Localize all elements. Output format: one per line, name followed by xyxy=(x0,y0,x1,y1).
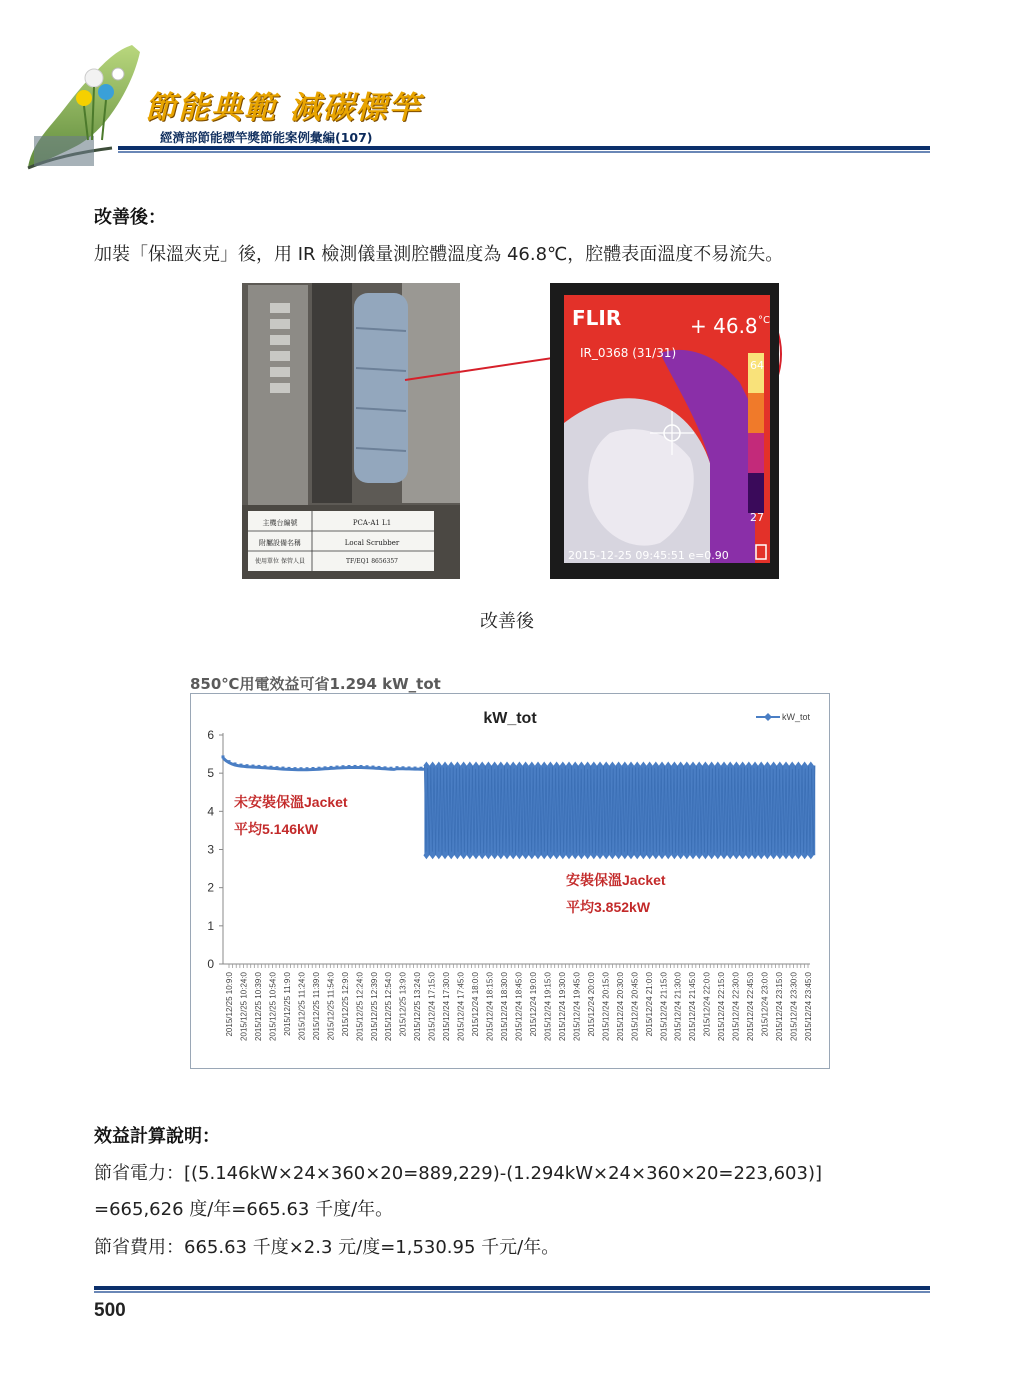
series-before-marker xyxy=(402,766,405,769)
series-before-marker xyxy=(270,766,273,769)
x-tick-label: 2015/12/24 22:30:0 xyxy=(731,972,741,1041)
x-tick-label: 2015/12/25 13:9:0 xyxy=(398,972,408,1037)
series-before-marker xyxy=(222,755,225,758)
y-tick-label: 1 xyxy=(207,918,214,933)
series-before-marker xyxy=(420,767,423,770)
y-tick-label: 5 xyxy=(207,766,214,781)
series-before-marker xyxy=(276,766,279,769)
benefit-heading: 效益計算說明： xyxy=(94,1126,220,1147)
series-before-marker xyxy=(372,766,375,769)
series-before-marker xyxy=(396,766,399,769)
x-tick-label: 2015/12/25 12:24:0 xyxy=(355,972,365,1041)
annotation-after-line2: 平均3.852kW xyxy=(566,899,651,915)
x-tick-label: 2015/12/25 13:24:0 xyxy=(413,972,423,1041)
x-tick-label: 2015/12/25 12:9:0 xyxy=(340,972,350,1037)
label-row-0-val: PCA-A1 L1 xyxy=(352,519,392,527)
page-number: 500 xyxy=(94,1300,126,1321)
after-heading: 改善後： xyxy=(94,207,166,228)
x-tick-label: 2015/12/24 22:15:0 xyxy=(717,972,727,1041)
chart-title: kW_tot xyxy=(483,710,537,727)
legend-label: kW_tot xyxy=(782,712,811,722)
x-tick-label: 2015/12/24 20:45:0 xyxy=(630,972,640,1041)
ir-thermal-photo xyxy=(550,283,779,579)
benefit-line1: 節省電力：[(5.146kW×24×360×20=889,229)-(1.294kW×24×360×20=223,603)] xyxy=(94,1163,822,1184)
x-tick-label: 2015/12/24 23:15:0 xyxy=(775,972,785,1041)
x-tick-label: 2015/12/24 22:45:0 xyxy=(746,972,756,1041)
ir-unit: °C xyxy=(758,315,770,326)
x-tick-label: 2015/12/24 23:30:0 xyxy=(789,972,799,1041)
annotation-after-line1: 安裝保溫Jacket xyxy=(566,872,666,888)
x-tick-label: 2015/12/24 23:45:0 xyxy=(804,972,813,1041)
y-tick-label: 6 xyxy=(207,728,214,742)
series-before-marker xyxy=(366,765,369,768)
x-tick-label: 2015/12/24 23:0:0 xyxy=(760,972,770,1037)
x-tick-label: 2015/12/25 12:39:0 xyxy=(369,972,379,1041)
y-tick-label: 3 xyxy=(207,842,214,857)
header-title: 節能典範 減碳標竿 xyxy=(145,90,422,126)
series-before-marker xyxy=(252,765,255,768)
series-before-marker xyxy=(300,767,303,770)
annotation-before-line2: 平均5.146kW xyxy=(234,821,319,837)
footer-rule-thin xyxy=(94,1291,930,1293)
y-tick-label: 2 xyxy=(207,880,214,895)
label-row-1-val: Local Scrubber xyxy=(344,539,400,547)
series-before-marker xyxy=(354,765,357,768)
x-tick-label: 2015/12/24 18:30:0 xyxy=(500,972,510,1041)
x-tick-label: 2015/12/25 11:54:0 xyxy=(326,972,336,1041)
x-tick-label: 2015/12/25 11:39:0 xyxy=(311,972,321,1041)
series-before-marker xyxy=(360,765,363,768)
x-tick-label: 2015/12/24 21:30:0 xyxy=(673,972,683,1041)
photo-caption: 改善後 xyxy=(480,611,534,632)
chart-caption-above: 850℃用電效益可省1.294 kW_tot xyxy=(190,675,441,693)
x-tick-label: 2015/12/24 21:0:0 xyxy=(644,972,654,1037)
series-before-marker xyxy=(414,767,417,770)
x-tick-label: 2015/12/24 20:15:0 xyxy=(601,972,611,1041)
series-before-marker xyxy=(264,765,267,768)
annotation-before-line1: 未安裝保溫Jacket xyxy=(234,794,348,810)
series-before-marker xyxy=(246,764,249,767)
series-before-marker xyxy=(234,762,237,765)
x-tick-label: 2015/12/25 11:24:0 xyxy=(297,972,307,1041)
x-tick-label: 2015/12/24 19:15:0 xyxy=(543,972,553,1041)
series-before-marker xyxy=(348,765,351,768)
label-row-2-key: 使用單位 保管人員 xyxy=(255,558,305,565)
header-subtitle: 經濟部節能標竿獎節能案例彙編(107) xyxy=(160,130,373,145)
x-tick-label: 2015/12/24 17:30:0 xyxy=(442,972,452,1041)
series-before-marker xyxy=(330,766,333,769)
label-row-1-key: 附屬設備名稱 xyxy=(259,539,301,547)
footer-rule xyxy=(94,1286,930,1290)
series-before-marker xyxy=(282,767,285,770)
series-before-marker xyxy=(240,764,243,767)
series-before-marker xyxy=(294,767,297,770)
series-before-marker xyxy=(258,765,261,768)
x-tick-label: 2015/12/24 18:45:0 xyxy=(514,972,524,1041)
x-tick-label: 2015/12/25 10:54:0 xyxy=(268,972,278,1041)
ir-scale-min: 27 xyxy=(750,511,764,524)
series-before-marker xyxy=(228,760,231,763)
x-tick-label: 2015/12/24 21:15:0 xyxy=(659,972,669,1041)
label-row-2-val: TF/EQ1 8656357 xyxy=(346,558,398,565)
x-tick-label: 2015/12/24 20:30:0 xyxy=(615,972,625,1041)
x-tick-label: 2015/12/24 17:45:0 xyxy=(456,972,466,1041)
after-body: 加裝「保溫夾克」後，用 IR 檢測儀量測腔體溫度為 46.8℃，腔體表面溫度不易流失。 xyxy=(94,244,784,265)
ir-footer: 2015-12-25 09:45:51 e=0.90 xyxy=(568,549,729,562)
header-rule-thin xyxy=(118,151,930,153)
x-tick-label: 2015/12/24 17:15:0 xyxy=(427,972,437,1041)
series-before-marker xyxy=(384,766,387,769)
series-before-marker xyxy=(390,767,393,770)
kw-tot-chart xyxy=(190,693,830,1069)
y-tick-label: 4 xyxy=(207,804,214,819)
x-tick-label: 2015/12/24 19:30:0 xyxy=(557,972,567,1041)
series-before-marker xyxy=(336,766,339,769)
x-tick-label: 2015/12/24 21:45:0 xyxy=(688,972,698,1041)
series-before-marker xyxy=(378,766,381,769)
label-row-0-key: 主機台編號 xyxy=(262,519,298,527)
x-tick-label: 2015/12/24 20:0:0 xyxy=(586,972,596,1037)
ir-brand: FLIR xyxy=(572,306,622,330)
x-tick-label: 2015/12/24 19:45:0 xyxy=(572,972,582,1041)
y-tick-label: 0 xyxy=(207,957,214,971)
x-tick-label: 2015/12/25 10:24:0 xyxy=(239,972,249,1041)
benefit-line2: =665,626 度/年=665.63 千度/年。 xyxy=(94,1199,394,1220)
x-tick-label: 2015/12/25 10:9:0 xyxy=(225,972,234,1037)
benefit-line3: 節省費用：665.63 千度×2.3 元/度=1,530.95 千元/年。 xyxy=(94,1237,560,1258)
x-tick-label: 2015/12/24 19:0:0 xyxy=(528,972,538,1037)
ir-scale-max: 64 xyxy=(750,359,764,372)
series-before-marker xyxy=(306,767,309,770)
series-before-marker xyxy=(324,766,327,769)
ir-file: IR_0368 (31/31) xyxy=(580,346,677,360)
ir-temp: + 46.8 xyxy=(690,314,758,338)
x-tick-label: 2015/12/24 18:0:0 xyxy=(471,972,481,1037)
series-before-marker xyxy=(318,767,321,770)
header-rule xyxy=(118,146,930,150)
series-before-marker xyxy=(288,767,291,770)
series-before-marker xyxy=(408,766,411,769)
x-tick-label: 2015/12/25 10:39:0 xyxy=(253,972,263,1041)
x-tick-label: 2015/12/24 22:0:0 xyxy=(702,972,712,1037)
x-tick-label: 2015/12/25 11:9:0 xyxy=(282,972,292,1036)
x-tick-label: 2015/12/24 18:15:0 xyxy=(485,972,495,1041)
x-tick-label: 2015/12/25 12:54:0 xyxy=(384,972,394,1041)
series-before-marker xyxy=(342,765,345,768)
series-before-marker xyxy=(312,767,315,770)
